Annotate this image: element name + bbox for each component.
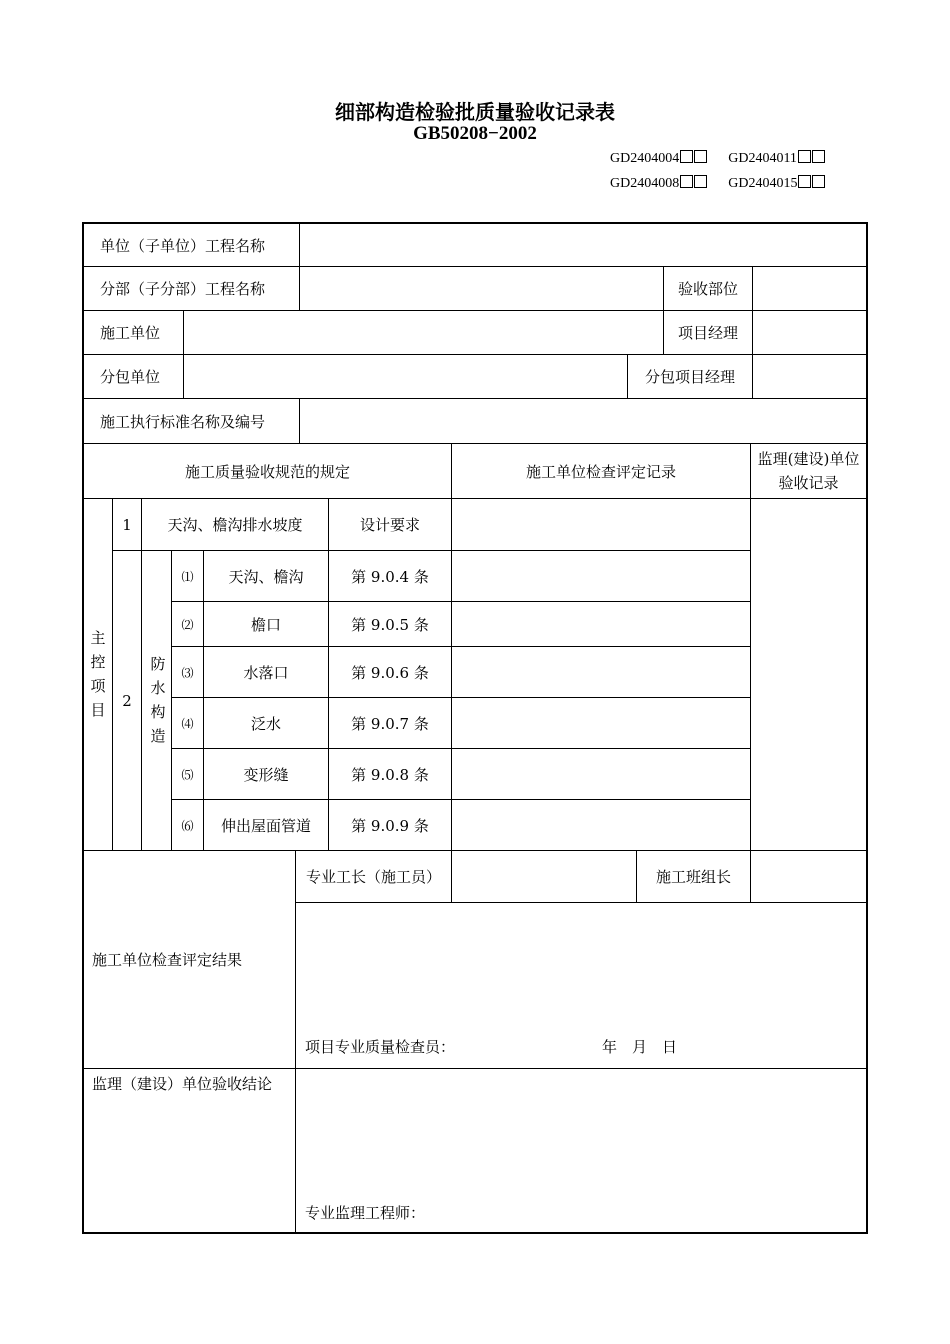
label-supervisor: 专业监理工程师：: [305, 1203, 426, 1222]
code-gd2404011: GD2404011: [728, 151, 797, 166]
checkbox[interactable]: [680, 175, 693, 188]
code-gd2404004: GD2404004: [610, 151, 680, 166]
sub-item-record[interactable]: [452, 602, 750, 646]
checkbox[interactable]: [812, 175, 825, 188]
checkbox[interactable]: [680, 150, 693, 163]
sub-item-name: 檐口: [250, 615, 281, 634]
checkbox[interactable]: [798, 175, 811, 188]
sub-item-record[interactable]: [452, 647, 750, 697]
sub-item-record[interactable]: [452, 698, 750, 748]
header-supervision-record: 监理(建设)单位验收记录: [757, 450, 860, 492]
code-gd2404015: GD2404015: [728, 176, 798, 191]
sub-item-clause: 第 9.0.5 条: [351, 615, 429, 634]
checkbox[interactable]: [694, 150, 707, 163]
header-check-record: 施工单位检查评定记录: [525, 462, 676, 481]
label-waterproof: 防水构造: [150, 655, 166, 745]
sub-item-name: 水落口: [243, 663, 289, 682]
sub-item-name: 泛水: [250, 714, 281, 733]
label-sub-project: 分部（子分部）工程名称: [100, 280, 266, 298]
label-accept-part: 验收部位: [677, 280, 738, 298]
check-result-field[interactable]: [296, 903, 866, 1033]
label-date: 年 月 日: [602, 1037, 678, 1056]
item-2-no: 2: [122, 691, 132, 710]
team-leader-field[interactable]: [751, 851, 866, 902]
contractor-field[interactable]: [184, 311, 663, 354]
item-1-requirement: 设计要求: [359, 516, 420, 534]
sub-item-clause: 第 9.0.4 条: [351, 567, 429, 586]
label-standard-name: 施工执行标准名称及编号: [100, 412, 266, 431]
sub-item-no: ⑴: [181, 569, 194, 584]
code-row-1: [610, 150, 825, 167]
sub-item-no: ⑶: [181, 665, 194, 680]
checkbox[interactable]: [812, 150, 825, 163]
sub-item-clause: 第 9.0.7 条: [351, 714, 429, 733]
sub-item-no: ⑵: [181, 617, 194, 632]
sub-item-name: 变形缝: [243, 765, 289, 784]
sub-item-record[interactable]: [452, 749, 750, 799]
supervision-record-field[interactable]: [751, 499, 866, 850]
label-contractor: 施工单位: [100, 324, 161, 342]
label-unit-project: 单位（子单位）工程名称: [100, 236, 266, 255]
sub-item-record[interactable]: [452, 551, 750, 601]
label-project-manager: 项目经理: [677, 324, 738, 342]
checkbox[interactable]: [798, 150, 811, 163]
checkbox[interactable]: [694, 175, 707, 188]
sub-project-manager-field[interactable]: [753, 355, 866, 398]
code-gd2404008: GD2404008: [610, 176, 680, 191]
label-inspector: 项目专业质量检查员：: [305, 1037, 456, 1056]
sub-item-clause: 第 9.0.9 条: [351, 816, 429, 835]
header-spec-rule: 施工质量验收规范的规定: [184, 462, 350, 481]
item-1-record[interactable]: [452, 499, 750, 550]
sub-item-clause: 第 9.0.8 条: [351, 765, 429, 784]
label-supervision-conclusion: 监理（建设）单位验收结论: [92, 1074, 273, 1093]
label-team-leader: 施工班组长: [655, 868, 731, 886]
page-title: 细部构造检验批质量验收记录表: [335, 100, 615, 124]
standard-name-field[interactable]: [300, 399, 866, 443]
sub-project-field[interactable]: [300, 267, 663, 310]
sub-item-no: ⑹: [181, 818, 194, 833]
label-foreman: 专业工长（施工员）: [305, 868, 441, 886]
sub-item-name: 天沟、檐沟: [228, 567, 304, 586]
sub-item-clause: 第 9.0.6 条: [351, 663, 429, 682]
item-1-no: 1: [122, 515, 132, 534]
sub-item-no: ⑷: [181, 716, 194, 731]
unit-project-field[interactable]: [300, 224, 866, 266]
supervision-conclusion-field[interactable]: [296, 1069, 866, 1197]
label-check-result: 施工单位检查评定结果: [92, 951, 243, 969]
project-manager-field[interactable]: [753, 311, 866, 354]
label-main-items: 主控项目: [90, 629, 106, 719]
sub-item-name: 伸出屋面管道: [220, 816, 311, 835]
sub-item-record[interactable]: [452, 800, 750, 850]
foreman-field[interactable]: [452, 851, 636, 902]
col-divider: [141, 498, 142, 850]
label-sub-project-manager: 分包项目经理: [644, 368, 735, 386]
sub-item-no: ⑸: [181, 767, 194, 782]
standard-code: GB50208−2002: [413, 123, 537, 144]
item-1-name: 天沟、檐沟排水坡度: [167, 516, 303, 534]
code-row-2: [610, 175, 825, 192]
subcontractor-field[interactable]: [184, 355, 627, 398]
accept-part-field[interactable]: [753, 267, 866, 310]
label-subcontractor: 分包单位: [100, 368, 161, 386]
